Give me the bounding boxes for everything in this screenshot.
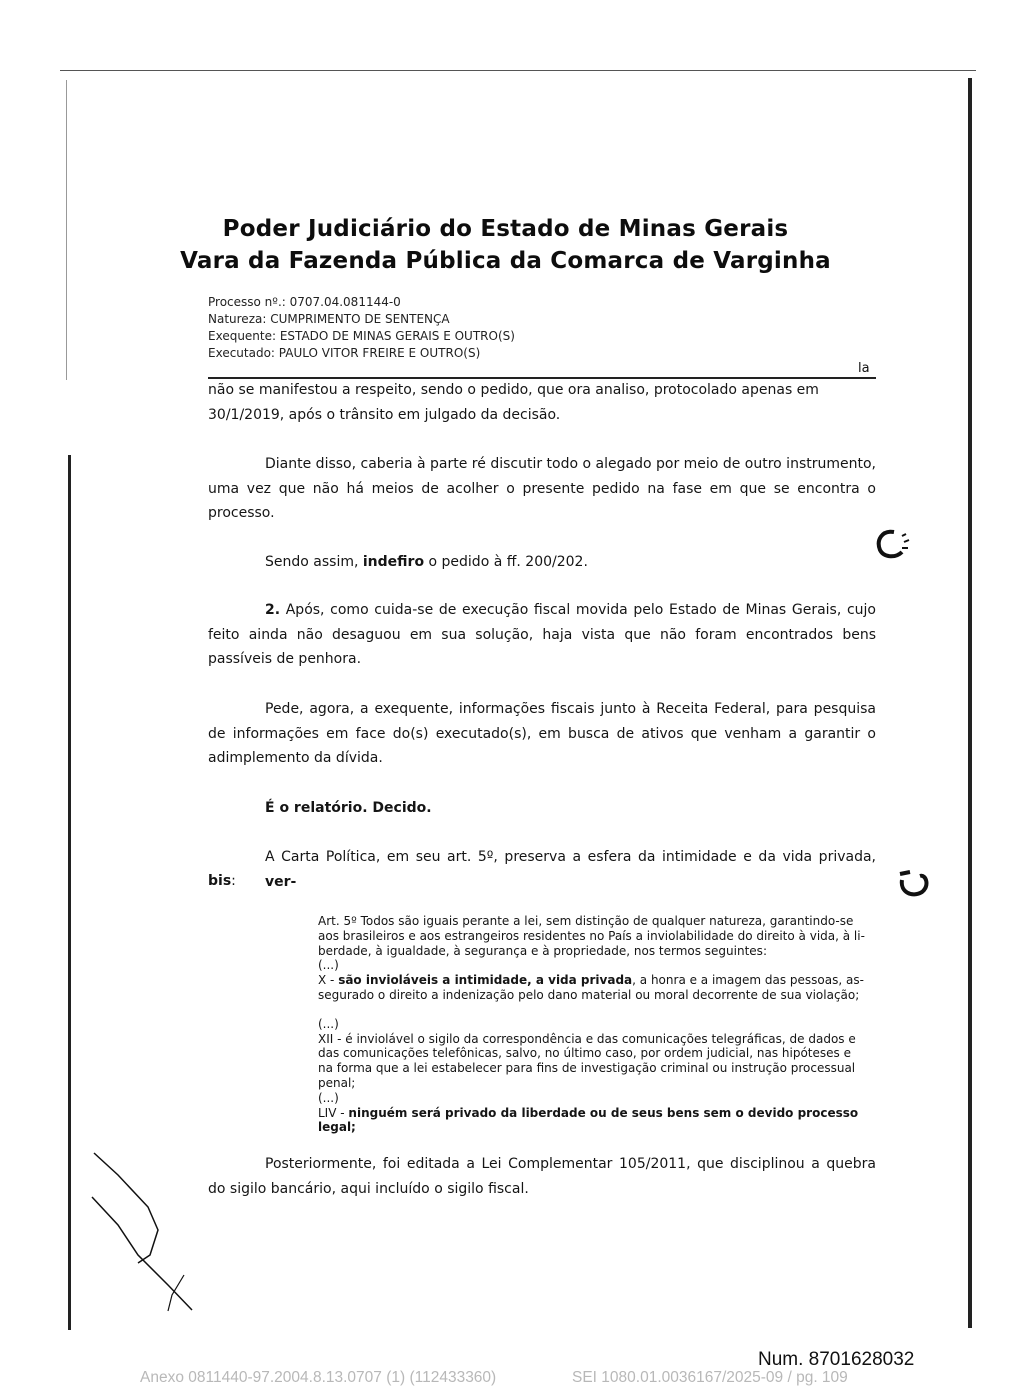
quote-item-liv-prefix: LIV - — [318, 1105, 349, 1120]
court-title: Poder Judiciário do Estado de Minas Gerais — [222, 216, 789, 242]
handwritten-signature — [88, 1145, 208, 1315]
case-number: Processo nº.: 0707.04.081144-0 — [208, 295, 401, 309]
quote-item-x-bold: são invioláveis a intimidade, a vida privada — [338, 973, 633, 988]
verbis-colon: : — [231, 873, 236, 889]
quote-item-x-text: , a honra e a imagem das pessoas, as- — [632, 973, 864, 988]
quote-item-liv-bold: ninguém será privado da liberdade ou de seus bens sem o devido processo — [348, 1105, 859, 1120]
quote-item-x-line-2: segurado o direito a indenização pelo dano material ou moral decorrente de sua violação; — [318, 987, 860, 1002]
paragraph-3 — [208, 550, 876, 575]
quote-item-x — [318, 973, 878, 988]
paragraph-3-tail: o pedido à ff. 200/202. — [424, 554, 588, 570]
paragraph-3-text: Sendo assim, — [265, 554, 363, 570]
sei-page-reference: SEI 1080.01.0036167/2025-09 / pg. 109 — [572, 1369, 848, 1386]
quote-item-xii-line-3: na forma que a lei estabelecer para fins de investigação criminal ou instrução processual — [318, 1061, 856, 1076]
report-heading — [208, 796, 876, 821]
paragraph-4 — [208, 598, 876, 672]
case-nature: Natureza: CUMPRIMENTO DE SENTENÇA — [208, 312, 450, 326]
quote-spacer — [318, 1003, 878, 1017]
quote-item-xii-line-2: das comunicações telefônicas, salvo, no último caso, por ordem judicial, nas hipóteses e — [318, 1046, 851, 1061]
quote-ellipsis-2: (...) — [318, 1016, 339, 1031]
paragraph-4-text: Após, como cuida-se de execução fiscal movida pelo Estado de Minas Gerais, cujo feito ainda não desaguou em sua solução, haja vista que não foram encontrados bens passíveis de penhora. — [208, 602, 876, 667]
paragraph-7-text: A Carta Política, em seu art. 5º, preserva a esfera da intimidade e da vida privada, — [265, 849, 876, 865]
item-number: 2. — [265, 602, 281, 618]
quote-item-x-prefix: X - — [318, 973, 339, 988]
cut-fragment: la — [858, 361, 870, 376]
verbis-part-2: bis — [208, 873, 232, 889]
paragraph-8: Posteriormente, foi editada a Lei Complementar 105/2011, que disciplinou a quebra do sigilo bancário, aqui incluído o sigilo fiscal. — [208, 1156, 876, 1197]
quote-item-xii-line-4: penal; — [318, 1075, 356, 1090]
paragraph-1-line-1: não se manifestou a respeito, sendo o pedido, que ora analiso, protocolado apenas em — [208, 382, 819, 398]
handwritten-mark-2 — [892, 864, 936, 904]
report-heading-text: É o relatório. Decido. — [265, 800, 432, 816]
paragraph-1 — [208, 378, 876, 427]
quote-art-line-3: berdade, à igualdade, à segurança e à propriedade, nos termos seguintes: — [318, 943, 767, 958]
quote-item-liv-bold-2: legal; — [318, 1120, 356, 1135]
case-defendant: Executado: PAULO VITOR FREIRE E OUTRO(S) — [208, 346, 481, 360]
constitution-quote — [318, 914, 878, 1135]
paragraph-1-line-2: 30/1/2019, após o trânsito em julgado da decisão. — [208, 406, 561, 423]
court-subtitle: Vara da Fazenda Pública da Comarca de Varginha — [180, 248, 831, 274]
attachment-reference: Anexo 0811440-97.2004.8.13.0707 (1) (112433360) — [140, 1369, 497, 1386]
document-number: Num. 8701628032 — [758, 1349, 915, 1370]
paragraph-7-continuation — [208, 869, 876, 894]
quote-item-liv-line-2 — [318, 1120, 878, 1135]
decision-word: indefiro — [362, 554, 425, 570]
page-border-left-lower — [68, 455, 71, 1330]
quote-item-xii-line-1: XII - é inviolável o sigilo da correspondência e das comunicações telegráficas, de dados e — [318, 1031, 856, 1046]
quote-ellipsis-3: (...) — [318, 1090, 339, 1105]
case-plaintiff: Exequente: ESTADO DE MINAS GERAIS E OUTRO(S) — [208, 329, 515, 343]
paragraph-2: Diante disso, caberia à parte ré discutir todo o alegado por meio de outro instrumento, uma vez que não há meios de acolher o presente pedido na fase em que se encontra o processo. — [208, 456, 876, 521]
quote-art-line-1: Art. 5º Todos são iguais perante a lei, sem distinção de qualquer natureza, garantindo-se — [318, 914, 854, 928]
quote-art-line-2: aos brasileiros e aos estrangeiros residentes no País a inviolabilidade do direito à vida, à li- — [318, 928, 865, 943]
verbis-part-1: ver- — [265, 873, 297, 890]
handwritten-mark-1 — [872, 526, 916, 566]
quote-ellipsis-1: (...) — [318, 958, 339, 973]
page-border-top — [60, 70, 976, 71]
quote-item-liv — [318, 1106, 878, 1121]
paragraph-5: Pede, agora, a exequente, informações fiscais junto à Receita Federal, para pesquisa de informações em face do(s) executado(s), em busca de ativos que venham a garantir o adimplemento da dívida. — [208, 701, 876, 766]
